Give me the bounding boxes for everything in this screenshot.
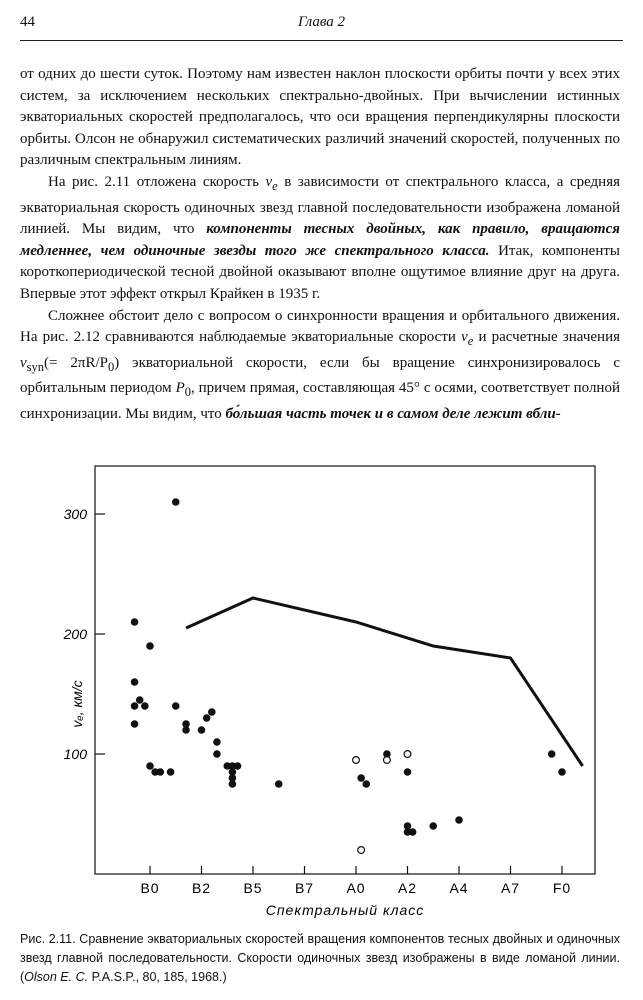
page-number: 44: [20, 14, 35, 30]
x-tick-label: A2: [397, 880, 418, 896]
p2-var: v: [265, 173, 273, 190]
data-point: [429, 822, 437, 830]
data-point: [136, 696, 144, 704]
data-point: [234, 762, 242, 770]
p3-text-d: , причем прямая, составляющая 45° с осями, соответствует полной синхронизации. Мы видим, что: [20, 380, 620, 422]
x-tick-label: B7: [294, 880, 315, 896]
single-stars-line: [186, 598, 582, 766]
p2-text-c: Итак, компоненты короткопериодической тесной двойной оказывают вполне ощутимое влияние друг на друга. Впервые этот эффект открыл Крайкен в 1935 г.: [20, 242, 621, 302]
data-point: [213, 750, 221, 758]
p3-text-b: и расчетные значения: [473, 329, 620, 346]
p3-sub3: 0: [184, 385, 191, 400]
x-tick-label: A7: [500, 880, 521, 896]
y-tick-label: 300: [63, 506, 87, 522]
x-tick-label: B0: [140, 880, 160, 896]
figure-2-11: [40, 464, 630, 926]
data-point: [172, 498, 180, 506]
data-point: [141, 702, 149, 710]
x-tick-label: F0: [552, 880, 572, 896]
data-point: [548, 750, 556, 758]
p2-sub: e: [272, 178, 278, 193]
p3-sub1: e: [467, 334, 474, 349]
data-point: [409, 828, 417, 836]
p2-text-b: в зависимости от спектрального класса, а средняя экваториальная скорость одиночных звезд главной последовательности изображена ломаной линией. Мы видим, что: [20, 173, 620, 238]
x-axis-label: Спектральный класс: [265, 902, 425, 918]
y-tick-label: 100: [63, 746, 87, 762]
data-point: [229, 774, 237, 782]
p3-formula: (= 2πR/P: [44, 354, 108, 371]
caption-text: Рис. 2.11. Сравнение экваториальных скоростей вращения компонентов тесных двойных и одиночных звезд главной последовательности. Скорости одиночных звезд изображены в виде ломаной линии. (: [20, 932, 620, 984]
data-point: [131, 618, 139, 626]
paragraph-3: [20, 306, 620, 426]
plot-series: [131, 498, 583, 853]
p3-sub2: syn: [26, 359, 45, 374]
data-point: [363, 780, 371, 788]
data-point: [167, 768, 175, 776]
data-point: [208, 708, 216, 716]
y-tick-label: 200: [63, 626, 87, 642]
x-axis: [140, 866, 571, 896]
data-point: [182, 726, 190, 734]
p3-var2: v: [20, 354, 27, 371]
page-header: [20, 14, 623, 34]
data-point: [131, 678, 139, 686]
paragraph-2: [20, 172, 620, 306]
paragraph-1: [20, 64, 620, 172]
data-point: [357, 774, 365, 782]
data-point: [146, 762, 154, 770]
paragraph-1-text: от одних до шести суток. Поэтому нам известен наклон плоскости орбиты почти у всех этих систем, за исключением нескольких спектрально-двойных. При вычислении истинных экваториальных скоростей предполагалось, что оси вращения перпендикулярны плоскости орбиты. Олсон не обнаружил систематических различий значений скоростей, полученных по различным спектральным линиям.: [20, 66, 620, 169]
p3-formula-end: ): [114, 354, 120, 371]
p3-text-c: экваториальной скорости, если бы вращение синхронизировалось с орбитальным периодом: [20, 354, 621, 397]
p3-var1: v: [461, 329, 468, 346]
data-point: [198, 726, 206, 734]
y-axis-label: vₑ, км/с: [69, 680, 85, 728]
p3-emphasis: бо́льшая часть точек и в самом деле лежит вбли-: [225, 405, 561, 422]
open-point: [384, 757, 391, 764]
data-point: [131, 702, 139, 710]
x-tick-label: A4: [449, 880, 469, 896]
open-point: [358, 847, 365, 854]
data-point: [213, 738, 221, 746]
data-point: [203, 714, 211, 722]
caption-source-author: Olson E. C.: [24, 970, 89, 984]
data-point: [157, 768, 165, 776]
data-point: [131, 720, 139, 728]
data-point: [275, 780, 283, 788]
x-tick-label: B2: [191, 880, 212, 896]
figure-caption: [20, 930, 620, 987]
body-text: [20, 64, 620, 426]
chapter-title: Глава 2: [297, 14, 346, 30]
header-rule: [20, 40, 623, 41]
data-point: [455, 816, 463, 824]
caption-source: P.A.S.P., 80, 185, 1968.): [88, 970, 227, 984]
p3-text-a: Сложнее обстоит дело с вопросом о синхронности вращения и орбитального движения. На рис. 2.12 сравниваются наблюдаемые экваториальные скорости: [20, 307, 620, 346]
data-point: [404, 768, 412, 776]
p2-text-a: На рис. 2.11 отложена скорость: [48, 173, 266, 190]
p3-var3: P: [175, 380, 185, 397]
p3-formula-sub: 0: [108, 359, 115, 374]
data-point: [172, 702, 180, 710]
p2-emphasis: компоненты тесных двойных, как правило, вращаются медленнее, чем одиночные звезды того же спектрального класса.: [20, 221, 620, 259]
x-tick-label: A0: [346, 880, 366, 896]
chart-svg: [40, 464, 630, 926]
open-point: [404, 751, 411, 758]
open-point: [353, 757, 360, 764]
data-point: [558, 768, 566, 776]
data-point: [146, 642, 154, 650]
x-tick-label: B5: [243, 880, 263, 896]
